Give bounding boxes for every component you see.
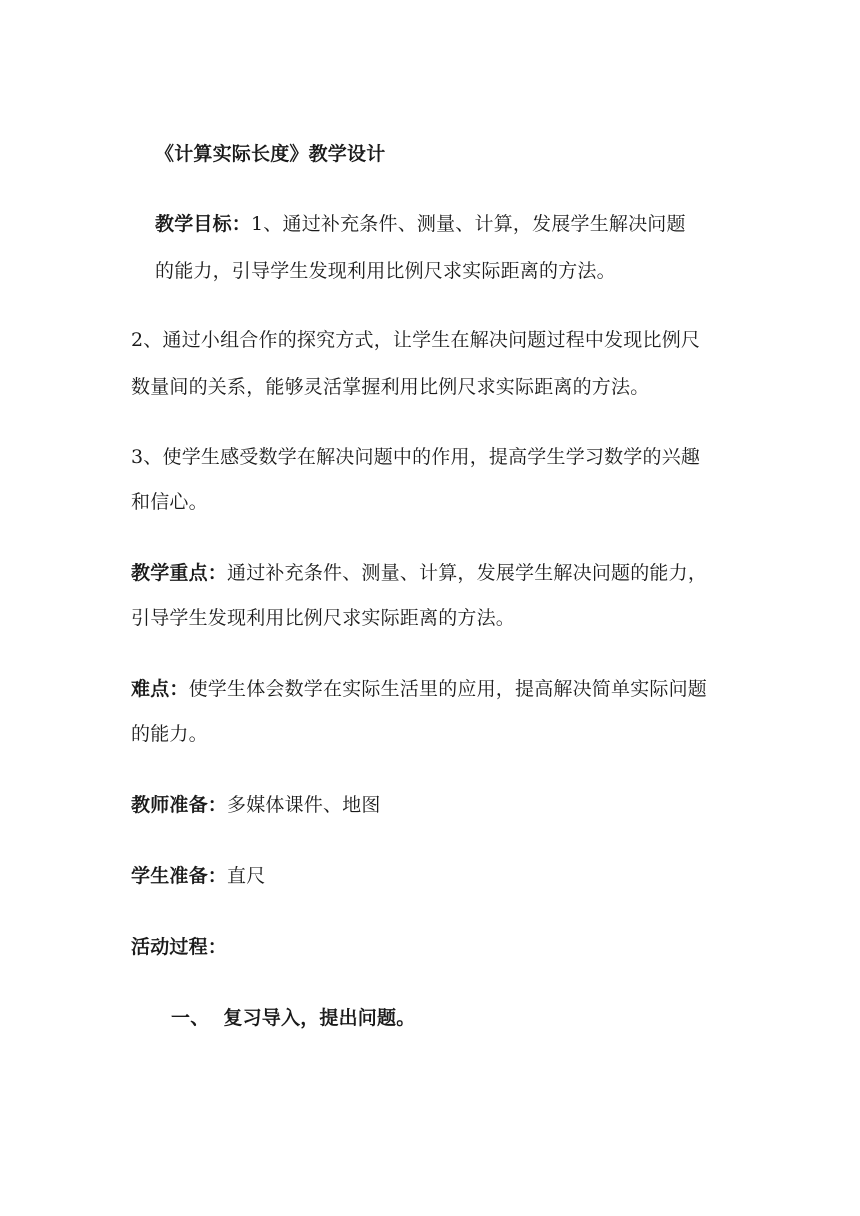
- student-prep-value: 直尺: [227, 865, 266, 887]
- difficulties-text: 使学生体会数学在实际生活里的应用，提高解决简单实际问题: [188, 678, 708, 700]
- process-label: 活动过程：: [131, 936, 228, 958]
- student-prep-label: 学生准备：: [131, 865, 228, 887]
- teaching-goals-label: 教学目标：: [155, 213, 252, 235]
- goal-1-continuation: 的能力，引导学生发现利用比例尺求实际距离的方法。: [155, 260, 616, 282]
- student-prep-line: [131, 864, 265, 888]
- section-1-heading: [171, 1006, 415, 1030]
- goal-2-text: 2、通过小组合作的探究方式，让学生在解决问题过程中发现比例尺: [131, 329, 701, 351]
- teacher-prep-value: 多媒体课件、地图: [227, 794, 381, 816]
- goal-1-text: 1、通过补充条件、测量、计算，发展学生解决问题: [251, 213, 686, 235]
- goal-3-text: 3、使学生感受数学在解决问题中的作用，提高学生学习数学的兴趣: [131, 446, 701, 468]
- key-points-text: 通过补充条件、测量、计算，发展学生解决问题的能力，: [227, 562, 708, 584]
- section-1-title: 复习导入，提出问题。: [223, 1007, 416, 1029]
- teacher-prep-label: 教师准备：: [131, 794, 228, 816]
- goal-3-continuation: 和信心。: [131, 491, 208, 513]
- difficulties-line: [131, 677, 707, 701]
- goal-2-continuation: 数量间的关系，能够灵活掌握利用比例尺求实际距离的方法。: [131, 376, 650, 398]
- key-points-label: 教学重点：: [131, 562, 228, 584]
- process-line: [131, 935, 227, 959]
- teacher-prep-line: [131, 793, 381, 817]
- section-1-number: 一、: [171, 1007, 210, 1029]
- key-points-continuation: 引导学生发现利用比例尺求实际距离的方法。: [131, 607, 516, 629]
- document-title: 《计算实际长度》教学设计: [155, 143, 386, 165]
- difficulties-label: 难点：: [131, 678, 189, 700]
- key-points-line: [131, 561, 707, 585]
- teaching-goals-line: [155, 212, 686, 236]
- difficulties-continuation: 的能力。: [131, 723, 208, 745]
